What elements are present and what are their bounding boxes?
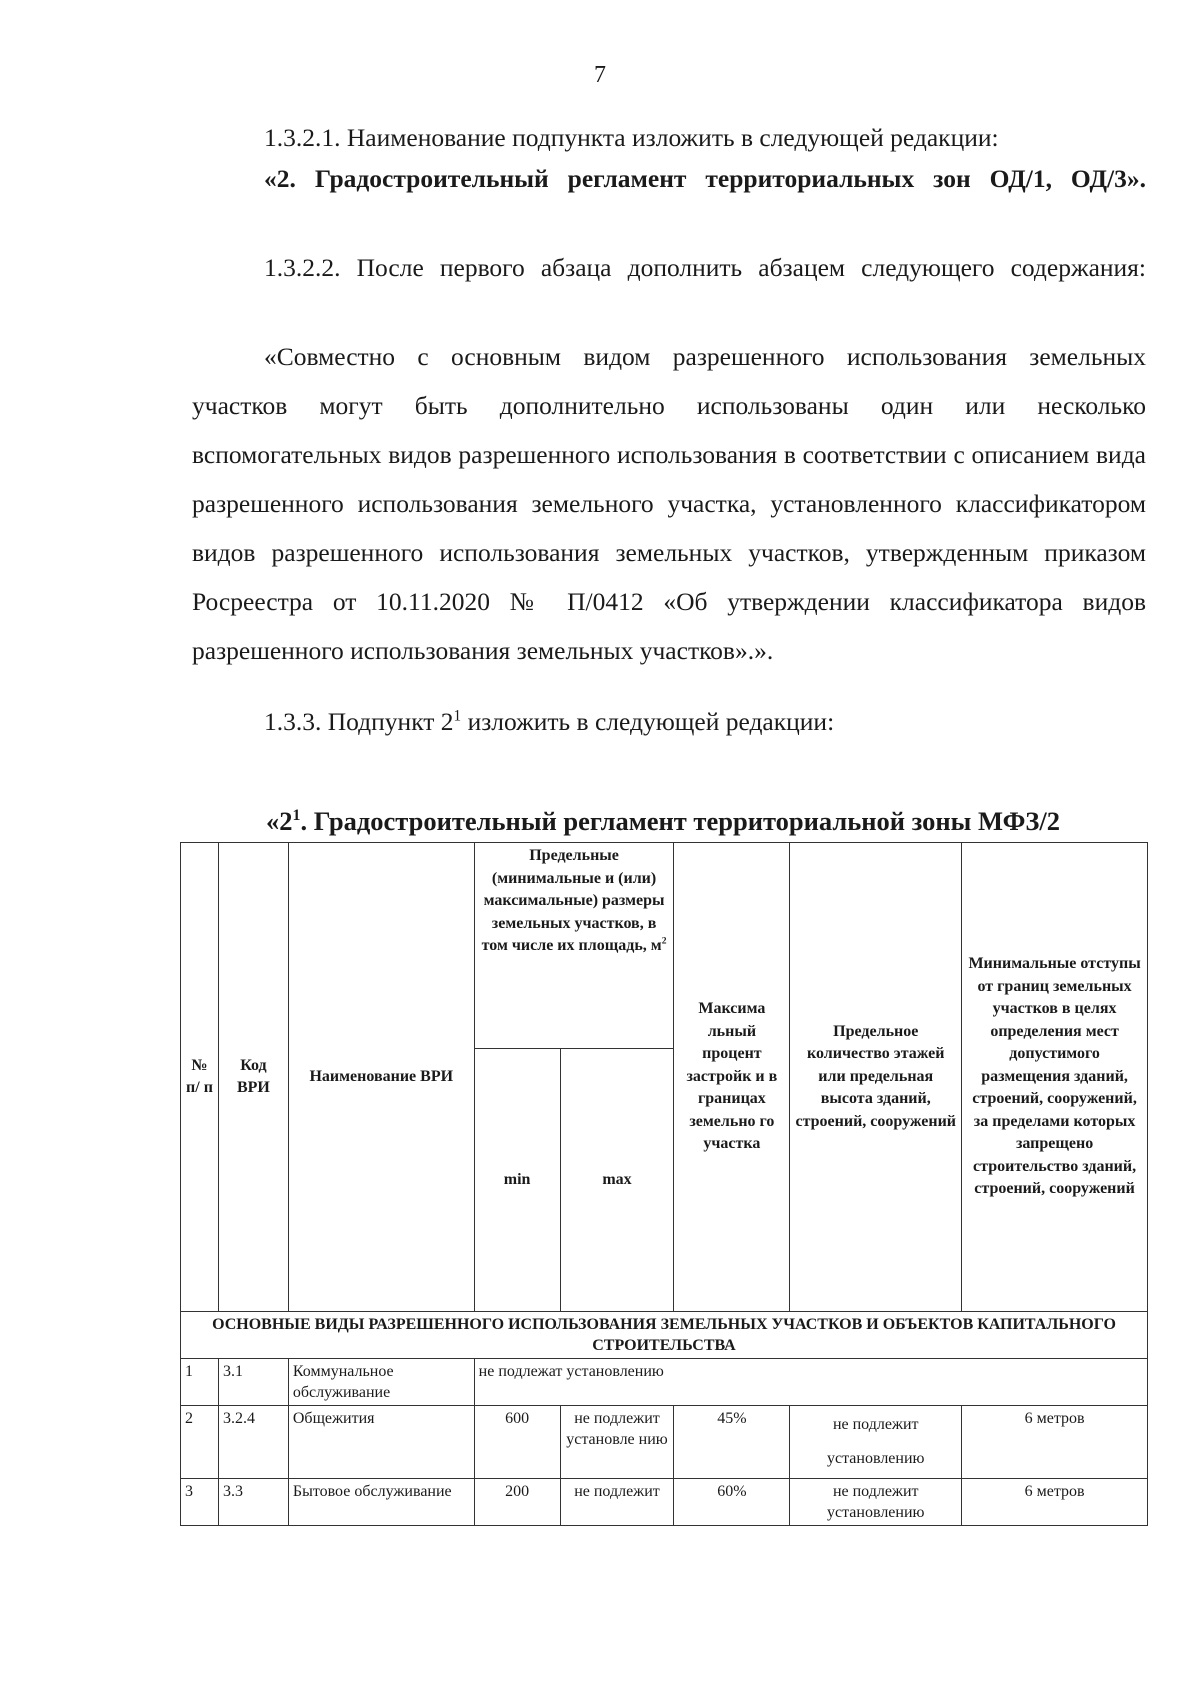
row-name: Общежития [288,1406,474,1479]
header-plot-size [474,843,674,1049]
row-code: 3.2.4 [218,1406,288,1479]
row-percent: 60% [674,1479,790,1526]
row-number: 1 [181,1359,219,1406]
row-merged-value: не подлежат установлению [474,1359,1147,1406]
paragraph-5-superscript: 1 [453,707,462,725]
zone-heading-text: . Градостроительный регламент территориальной зоны МФЗ/2 [300,806,1061,836]
header-floors: Предельное количество этажей или предельная высота зданий, строений, сооружений [790,843,962,1312]
row-min: 600 [474,1406,560,1479]
row-percent: 45% [674,1406,790,1479]
section-title: ОСНОВНЫЕ ВИДЫ РАЗРЕШЕННОГО ИСПОЛЬЗОВАНИЯ ЗЕМЕЛЬНЫХ УЧАСТКОВ И ОБЪЕКТОВ КАПИТАЛЬНОГО СТРОИТЕЛЬСТВА [181,1312,1148,1359]
row-floors: не подлежит установлению [790,1406,962,1479]
paragraph-4-quote: «Совместно с основным видом разрешенного использования земельных участков могут быть дополнительно использованы один или несколько вспомогательных видов разрешенного использования в соответствии с описанием вида разрешенного использования земельного участка, установленного классификатором видов разрешенного использования земельных участков, утвержденным приказом Росреестра от 10.11.2020 № П/0412 «Об утверждении классификатора видов разрешенного использования земельных участков».». [192,342,1146,665]
header-min: min [474,1049,560,1312]
header-plot-size-text: Предельные (минимальные и (или) максимальные) размеры земельных участков, в том числе их площадь, м [481,847,665,954]
zone-heading-open: «2 [266,806,293,836]
zone-heading-superscript: 1 [292,807,301,825]
paragraph-1: 1.3.2.1. Наименование подпункта изложить в следующей редакции: [264,123,999,152]
table-row [181,1406,1148,1479]
table-row [181,1479,1148,1526]
page-number: 7 [594,62,606,88]
header-setbacks: Минимальные отступы от границ земельных участков в целях определения мест допустимого размещения зданий, строений, сооружений, за пределами которых запрещено строительство зданий, строений, сооружений [962,843,1148,1312]
row-min: 200 [474,1479,560,1526]
zone-heading [266,806,1060,837]
row-name: Бытовое обслуживание [288,1479,474,1526]
row-code: 3.3 [218,1479,288,1526]
header-name: Наименование ВРИ [288,843,474,1312]
header-plot-size-superscript: 2 [661,935,667,947]
row-setback: 6 метров [962,1406,1148,1479]
row-name: Коммунальное обслуживание [288,1359,474,1406]
paragraph-5-text: 1.3.3. Подпункт 2 [264,707,454,736]
paragraph-5-tail: изложить в следующей редакции: [461,707,835,736]
row-floors: не подлежит установлению [790,1479,962,1526]
paragraph-2-heading: «2. Градостроительный регламент территориальных зон ОД/1, ОД/3». [264,164,1146,193]
header-number: № п/ п [181,843,219,1312]
header-code: Код ВРИ [218,843,288,1312]
row-code: 3.1 [218,1359,288,1406]
paragraph-3: 1.3.2.2. После первого абзаца дополнить абзацем следующего содержания: [264,253,1146,282]
header-build-percent: Максима льный процент застройк и в границах земельно го участка [674,843,790,1312]
row-max: не подлежит установле нию [560,1406,674,1479]
row-setback: 6 метров [962,1479,1148,1526]
row-number: 2 [181,1406,219,1479]
row-max: не подлежит [560,1479,674,1526]
regulation-table [180,842,1148,1526]
paragraph-5 [192,697,1146,746]
row-number: 3 [181,1479,219,1526]
header-max: max [560,1049,674,1312]
table-row [181,1359,1148,1406]
